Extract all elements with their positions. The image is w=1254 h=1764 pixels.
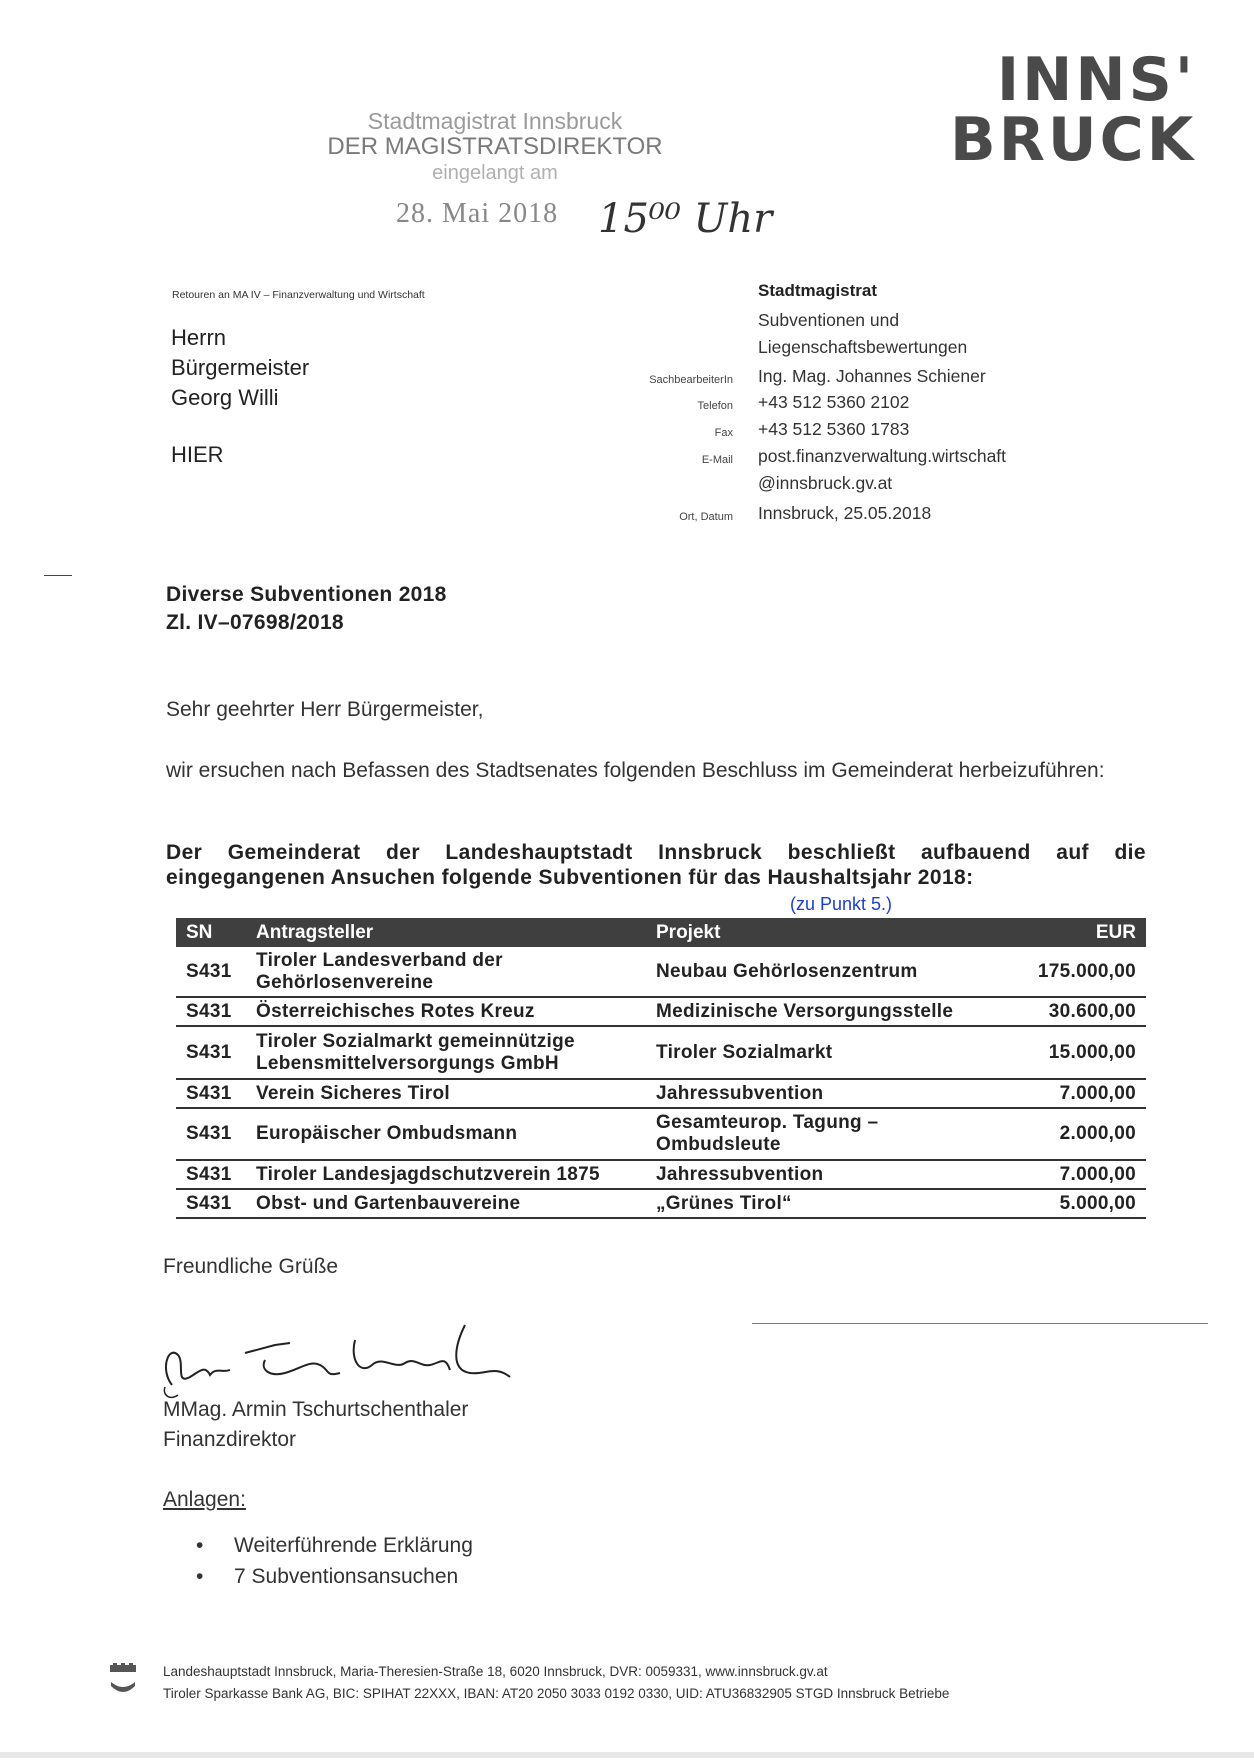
subject <box>166 581 447 637</box>
agenda-annotation: (zu Punkt 5.) <box>790 894 893 914</box>
logo-line-1: INNS' <box>996 45 1197 115</box>
attachments-list <box>196 1530 473 1592</box>
cell-project: Gesamteurop. Tagung – Ombudsleute <box>646 1108 996 1160</box>
salutation: Sehr geehrter Herr Bürgermeister, <box>166 698 484 721</box>
signature-line <box>752 1323 1208 1324</box>
header-applicant: Antragsteller <box>246 918 646 947</box>
cell-eur: 30.600,00 <box>996 997 1146 1026</box>
subsidies-table <box>176 918 1146 1219</box>
table-row <box>176 1026 1146 1079</box>
cell-applicant: Tiroler Sozialmarkt gemeinnützige Lebensmittelversorgungs GmbH <box>246 1026 646 1079</box>
cell-eur: 175.000,00 <box>996 947 1146 997</box>
cell-sn: S431 <box>176 1189 246 1218</box>
received-stamp <box>300 108 690 186</box>
handwritten-signature <box>150 1315 550 1405</box>
signer-name: MMag. Armin Tschurtschenthaler <box>163 1398 469 1421</box>
recipient-address <box>171 323 309 413</box>
cell-sn: S431 <box>176 947 246 997</box>
cell-project: Jahressubvention <box>646 1079 996 1108</box>
table-header-row <box>176 918 1146 947</box>
table-row <box>176 1160 1146 1189</box>
cell-sn: S431 <box>176 1108 246 1160</box>
sender-dept-2: Liegenschaftsbewertungen <box>758 337 968 357</box>
cell-sn: S431 <box>176 1079 246 1108</box>
email-value-1: post.finanzverwaltung.wirtschaft <box>758 446 1007 466</box>
handler-value: Ing. Mag. Johannes Schiener <box>758 366 986 386</box>
email-value-2: @innsbruck.gv.at <box>758 473 893 493</box>
cell-eur: 15.000,00 <box>996 1026 1146 1079</box>
sender-title: Stadtmagistrat <box>758 281 878 300</box>
email-label: E-Mail <box>701 454 733 466</box>
cell-applicant: Obst- und Gartenbauvereine <box>246 1189 646 1218</box>
innsbruck-logo <box>950 45 1197 175</box>
table-row <box>176 1189 1146 1218</box>
subject-line-1: Diverse Subventionen 2018 <box>166 583 447 606</box>
phone-label: Telefon <box>697 400 733 412</box>
stamp-date: 28. Mai 2018 <box>396 198 559 229</box>
header-sn: SN <box>176 918 246 947</box>
fax-value: +43 512 5360 1783 <box>758 419 910 439</box>
sender-department <box>758 307 967 361</box>
place-date-value: Innsbruck, 25.05.2018 <box>758 503 932 523</box>
scan-edge <box>0 1752 1254 1758</box>
table-row <box>176 947 1146 997</box>
recipient-line-3: Georg Willi <box>171 385 279 410</box>
cell-eur: 5.000,00 <box>996 1189 1146 1218</box>
stamp-line-2: DER MAGISTRATSDIREKTOR <box>327 133 663 160</box>
recipient-line-2: Bürgermeister <box>171 355 310 380</box>
cell-sn: S431 <box>176 1160 246 1189</box>
table-row <box>176 1079 1146 1108</box>
stamp-line-1: Stadtmagistrat Innsbruck <box>367 108 623 134</box>
fold-mark <box>44 575 72 576</box>
cell-project: „Grünes Tirol“ <box>646 1189 996 1218</box>
subject-line-2: Zl. IV–07698/2018 <box>166 611 344 634</box>
cell-project: Jahressubvention <box>646 1160 996 1189</box>
handler-label: SachbearbeiterIn <box>649 374 733 386</box>
header-eur: EUR <box>996 918 1146 947</box>
cell-sn: S431 <box>176 1026 246 1079</box>
closing-greeting: Freundliche Grüße <box>163 1255 339 1278</box>
cell-project: Tiroler Sozialmarkt <box>646 1026 996 1079</box>
cell-project: Medizinische Versorgungsstelle <box>646 997 996 1026</box>
table-row <box>176 997 1146 1026</box>
signer-title: Finanzdirektor <box>163 1428 297 1451</box>
cell-applicant: Österreichisches Rotes Kreuz <box>246 997 646 1026</box>
cell-eur: 2.000,00 <box>996 1108 1146 1160</box>
request-paragraph: wir ersuchen nach Befassen des Stadtsenates folgenden Beschluss im Gemeinderat herbeizuführen: <box>166 759 1105 782</box>
sender-dept-1: Subventionen und <box>758 310 900 330</box>
cell-project: Neubau Gehörlosenzentrum <box>646 947 996 997</box>
cell-applicant: Verein Sicheres Tirol <box>246 1079 646 1108</box>
footer <box>163 1661 949 1705</box>
recipient-line-4: HIER <box>171 442 224 467</box>
list-item: • Weiterführende Erklärung <box>196 1530 473 1561</box>
cell-eur: 7.000,00 <box>996 1160 1146 1189</box>
signer-block <box>163 1395 468 1455</box>
table-row <box>176 1108 1146 1160</box>
header-project: Projekt <box>646 918 996 947</box>
cell-sn: S431 <box>176 997 246 1026</box>
list-item: • 7 Subventionsansuchen <box>196 1561 473 1592</box>
cell-applicant: Tiroler Landesverband der Gehörlosenvereine <box>246 947 646 997</box>
fax-label: Fax <box>714 427 733 439</box>
logo-line-2: BRUCK <box>950 105 1197 175</box>
recipient-line-1: Herrn <box>171 325 227 350</box>
attachments-label: Anlagen: <box>163 1488 246 1511</box>
cell-applicant: Europäischer Ombudsmann <box>246 1108 646 1160</box>
cell-applicant: Tiroler Landesjagdschutzverein 1875 <box>246 1160 646 1189</box>
returns-note: Retouren an MA IV – Finanzverwaltung und Wirtschaft <box>172 289 425 301</box>
phone-value: +43 512 5360 2102 <box>758 392 910 412</box>
cell-eur: 7.000,00 <box>996 1079 1146 1108</box>
stamp-line-3: eingelangt am <box>432 162 558 184</box>
footer-line-1: Landeshauptstadt Innsbruck, Maria-Theresien-Straße 18, 6020 Innsbruck, DVR: 0059331, www.innsbruck.gv.at <box>163 1664 828 1679</box>
handwritten-time: 15⁰⁰ Uhr <box>598 196 773 242</box>
footer-line-2: Tiroler Sparkasse Bank AG, BIC: SPIHAT 22XXX, IBAN: AT20 2050 3033 0192 0330, UID: ATU36832905 STGD Innsbruck Betriebe <box>163 1686 950 1701</box>
city-emblem-icon <box>108 1662 138 1698</box>
resolution-paragraph: Der Gemeinderat der Landeshauptstadt Innsbruck beschließt aufbauend auf die eingegangenen Ansuchen folgende Subventionen für das Haushaltsjahr 2018: <box>166 841 1146 889</box>
place-date-label: Ort, Datum <box>679 511 733 523</box>
